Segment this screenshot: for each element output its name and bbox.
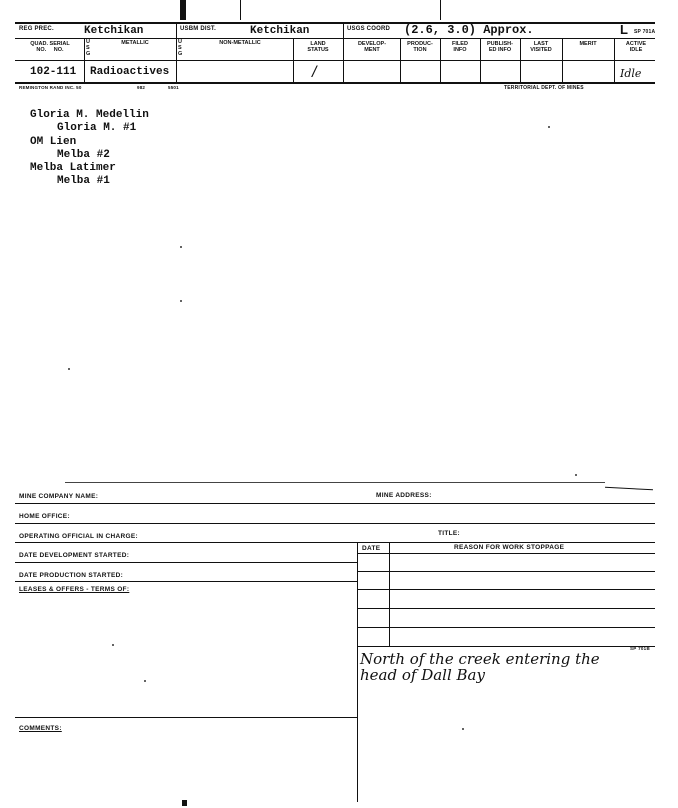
location-note-line-2: head of Dall Bay [360, 665, 485, 684]
date-development-label: DATE DEVELOPMENT STARTED: [19, 552, 130, 559]
reg-prec-label: REG PREC. [19, 26, 54, 32]
merit-header: MERIT [579, 41, 597, 47]
comments-label: COMMENTS: [19, 725, 62, 732]
leases-offers-label: LEASES & OFFERS - TERMS OF: [19, 586, 130, 593]
home-office-label: HOME OFFICE: [19, 513, 70, 520]
quad-serial-header: QUAD. SERIAL NO. NO. [30, 41, 70, 53]
footer-left: REMINGTON RAND INC. 50 [19, 85, 82, 90]
usgs-coord-label: USGS COORD [347, 26, 391, 32]
footer-code-2: 5501 [168, 85, 179, 90]
usgs-coord-value: (2.6, 3.0) Approx. [404, 23, 534, 37]
usbm-dist-label: USBM DIST. [180, 26, 217, 32]
active-idle-header: ACTIVE IDLE [625, 41, 647, 53]
list-item: Melba #1 [57, 175, 110, 187]
usg-nonmetallic-header: U S G [178, 39, 183, 57]
operating-official-label: OPERATING OFFICIAL IN CHARGE: [19, 533, 138, 540]
date-column-header: DATE [362, 545, 381, 552]
list-item: OM Lien [30, 136, 77, 148]
form-number-top: SP 701A [634, 29, 656, 35]
filed-info-header: FILED INFO [452, 41, 468, 53]
usg-metallic-header: U S G [86, 39, 91, 57]
active-idle-mark: Idle [620, 67, 642, 80]
list-item: Gloria M. Medellin [30, 109, 149, 121]
list-item: Melba Latimer [30, 162, 116, 174]
footer-code-1: 982 [137, 85, 146, 90]
serial-value: 102-111 [30, 66, 77, 78]
nonmetallic-header: NON-METALLIC [219, 40, 261, 46]
location-note [360, 652, 600, 684]
registration-mark [180, 0, 186, 20]
date-production-label: DATE PRODUCTION STARTED: [19, 572, 124, 579]
land-status-mark: / [312, 64, 317, 81]
list-item: Melba #2 [57, 149, 110, 161]
published-info-header: PUBLISH- ED INFO [487, 41, 513, 53]
metallic-value: Radioactives [90, 66, 170, 78]
development-header: DEVELOP- MENT [357, 41, 387, 53]
list-item: Gloria M. #1 [57, 122, 137, 134]
usbm-dist-value: Ketchikan [250, 25, 310, 37]
production-header: PRODUC- TION [407, 41, 433, 53]
corner-mark: L [620, 22, 628, 37]
title-label: TITLE: [438, 530, 461, 537]
reason-column-header: REASON FOR WORK STOPPAGE [454, 544, 565, 551]
last-visited-header: LAST VISITED [530, 41, 552, 53]
location-note-line-1: North of the creek entering the [360, 650, 600, 668]
mine-address-label: MINE ADDRESS: [376, 492, 432, 499]
registration-mark [182, 800, 187, 806]
mine-company-name-label: MINE COMPANY NAME: [19, 493, 99, 500]
land-status-header: LAND STATUS [307, 41, 329, 53]
form-number-bottom: SP 701B [630, 646, 651, 651]
reg-prec-value: Ketchikan [84, 25, 144, 37]
footer-right: TERRITORIAL DEPT. OF MINES [504, 85, 584, 91]
metallic-header: METALLIC [121, 40, 149, 46]
